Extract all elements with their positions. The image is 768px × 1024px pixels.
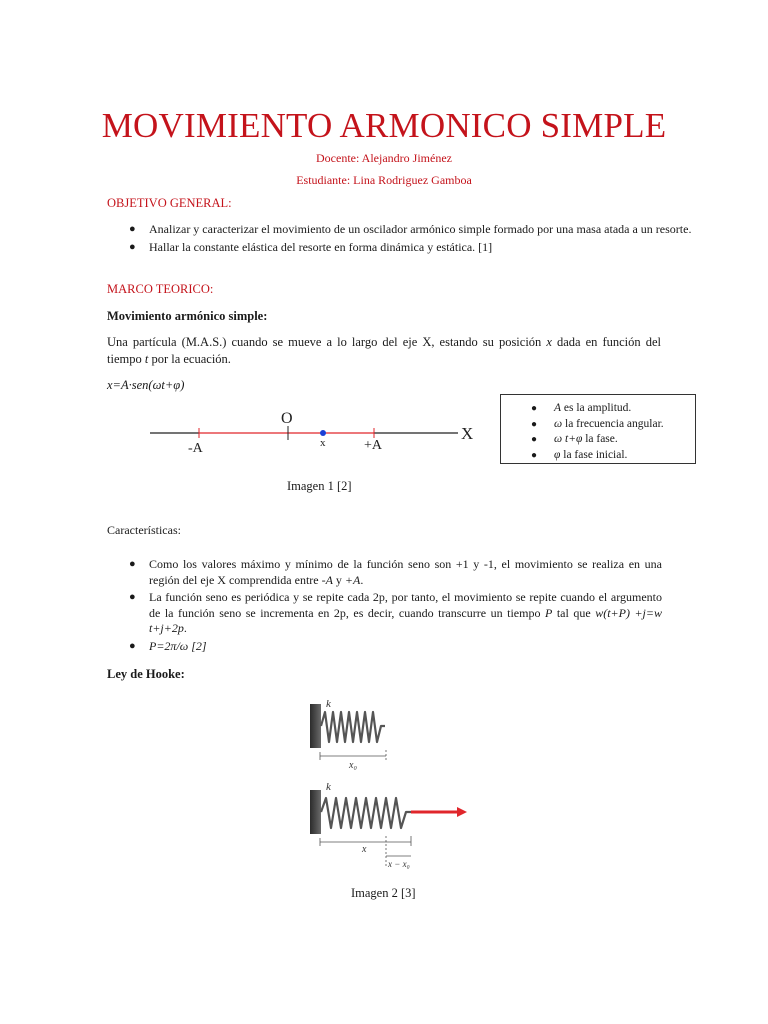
plus-a-label: +A xyxy=(364,438,383,453)
objetivo-list xyxy=(107,222,768,257)
var-p: P xyxy=(544,605,553,620)
bullet-icon: ● xyxy=(531,449,538,461)
wall-1 xyxy=(310,704,321,748)
spring2-k-label: k xyxy=(326,781,331,793)
bullet-icon: ● xyxy=(129,223,136,235)
caracteristicas-list xyxy=(107,557,662,656)
variable-description: la fase inicial. xyxy=(560,448,628,461)
variable-description: la fase. xyxy=(582,433,618,445)
list-item xyxy=(105,240,768,256)
caracteristica-text: . xyxy=(360,572,364,587)
origin-label: O xyxy=(281,410,293,427)
hooke-heading: Ley de Hooke: xyxy=(107,667,185,681)
period-formula: P=2π/ω [2] xyxy=(149,638,207,653)
list-item xyxy=(501,448,695,464)
list-item xyxy=(105,639,662,655)
intro-text: dada en función del tiempo xyxy=(107,335,661,366)
teacher-line: Docente: Alejandro Jiménez xyxy=(316,151,452,165)
list-item xyxy=(105,222,768,238)
objetivo-item-text: Hallar la constante elástica del resorte en forma dinámica y estática. [1] xyxy=(149,239,493,254)
bullet-icon: ● xyxy=(129,591,136,603)
spring-stretched xyxy=(321,798,411,828)
variable-description: la frecuencia angular. xyxy=(562,417,664,430)
bullet-icon: ● xyxy=(531,418,538,430)
intro-var-x: x xyxy=(546,335,552,349)
axis-diagram xyxy=(150,404,480,464)
caracteristica-text: . xyxy=(183,621,187,635)
caracteristica-text: La función seno es periódica y se repite cada 2p, por tanto, el movimiento se repite cuando el argumento de la función seno se incrementa en 2p, es decir, cuando transcurre un tiempo xyxy=(149,590,662,620)
mas-intro-paragraph xyxy=(107,334,661,368)
list-item xyxy=(501,401,695,417)
intro-text: por la ecuación. xyxy=(148,352,231,366)
var-plus-a: +A xyxy=(344,572,361,587)
spring1-k-label: k xyxy=(326,698,331,710)
bullet-icon: ● xyxy=(129,240,136,253)
caracteristica-text: tal que xyxy=(552,605,596,620)
variable-symbol: A xyxy=(554,402,562,414)
intro-var-t: t xyxy=(144,352,149,366)
minus-a-label: -A xyxy=(188,441,203,456)
spring-relaxed xyxy=(321,712,385,742)
variables-box xyxy=(500,394,696,464)
var-minus-a: -A xyxy=(321,572,333,587)
caracteristica-text: y xyxy=(332,572,345,587)
variable-symbol: ω t+φ xyxy=(554,433,583,445)
caracteristica-text: Como los valores máximo y mínimo de la función seno son +1 y -1, el movimiento se realiza en una región del eje X comprendida entre xyxy=(149,557,662,587)
variable-description: es la amplitud. xyxy=(561,402,632,414)
wall-2 xyxy=(310,790,321,834)
hooke-spring-diagram xyxy=(305,692,475,872)
document-title: MOVIMIENTO ARMONICO SIMPLE xyxy=(101,106,667,145)
variable-symbol: φ xyxy=(554,448,561,461)
list-item xyxy=(105,590,662,637)
elongation-label: x − x₀ xyxy=(388,859,410,869)
list-item xyxy=(105,557,662,588)
position-x-label: x xyxy=(320,437,326,449)
image2-caption: Imagen 2 [3] xyxy=(351,886,416,900)
bullet-icon: ● xyxy=(129,639,136,652)
particle-point xyxy=(320,430,326,436)
axis-x-label: X xyxy=(461,424,474,443)
mas-subheading: Movimiento armónico simple: xyxy=(107,309,268,323)
objetivo-item-text: Analizar y caracterizar el movimiento de un oscilador armónico simple formado por una masa atada a un resorte. xyxy=(149,222,692,236)
list-item xyxy=(501,417,695,433)
bullet-icon: ● xyxy=(531,403,538,414)
image1-caption: Imagen 1 [2] xyxy=(287,479,352,493)
mas-equation: x=A·sen(ωt+φ) xyxy=(107,378,185,392)
intro-text: Una partícula (M.A.S.) cuando se mueve a lo largo del eje X, estando su posición xyxy=(107,335,547,349)
x-label: x xyxy=(362,844,367,855)
objetivo-heading: OBJETIVO GENERAL: xyxy=(107,196,232,210)
list-item xyxy=(501,432,695,448)
bullet-icon: ● xyxy=(129,558,136,570)
force-arrow-icon xyxy=(457,807,467,817)
caracteristicas-heading: Características: xyxy=(107,523,181,537)
student-line: Estudiante: Lina Rodriguez Gamboa xyxy=(296,173,472,187)
marco-heading: MARCO TEORICO: xyxy=(107,282,214,296)
x0-label: x₀ xyxy=(349,760,357,771)
period-equation: w(t+P) +j=w t+j+2p xyxy=(149,605,662,635)
variable-symbol: ω xyxy=(554,417,563,430)
bullet-icon: ● xyxy=(531,434,538,445)
